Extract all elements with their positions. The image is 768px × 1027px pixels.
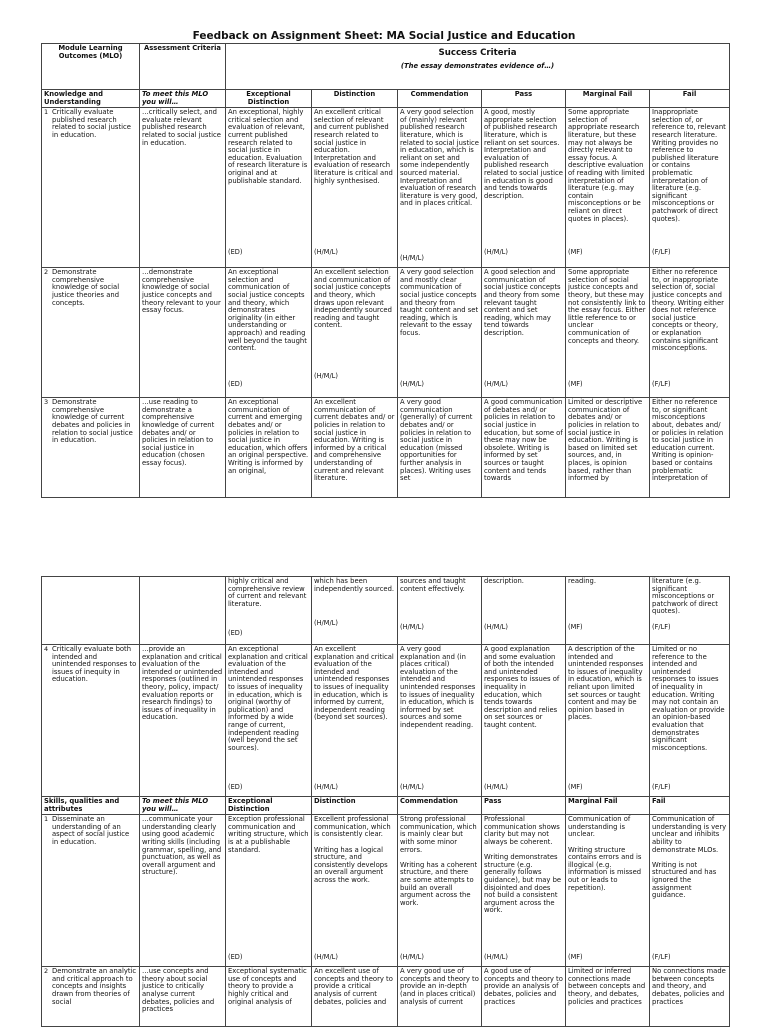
grade-code: (H/M/L) — [400, 783, 424, 791]
grade-cell — [482, 645, 566, 797]
criteria-row — [42, 645, 730, 797]
mlo-header: Module Learning Outcomes (MLO) — [42, 44, 140, 90]
cell-text: A good, mostly appropriate selection of published research literature, which is reliant on set sources. Interpretation and evaluation of published research related to social justice in education is good and tends towards description. — [484, 108, 563, 200]
grade-cell — [482, 108, 566, 268]
grade-header: Fail — [650, 90, 730, 108]
cell-text: An exceptional, highly critical selection and evaluation of relevant, current published research related to social justice in education. Evaluation of research literature is original and at publishable standard. — [228, 108, 308, 185]
grade-code: (F/LF) — [652, 783, 671, 791]
grade-cell — [226, 108, 312, 268]
criteria-cell: …demonstrate comprehensive knowledge of social justice concepts and theory relevant to your essay focus. — [140, 268, 226, 398]
mlo-cell — [42, 815, 140, 967]
grade-code: (F/LF) — [652, 953, 671, 962]
cell-text: literature (e.g. significant misconceptions or patchwork of direct quotes). — [652, 577, 718, 616]
row-number: 1 — [44, 815, 49, 824]
mlo-text: Critically evaluate published research related to social justice in education. — [52, 108, 131, 139]
grade-code: (MF) — [568, 380, 583, 389]
document-title: Feedback on Assignment Sheet: MA Social Justice and Education — [192, 30, 576, 42]
grade-code: (H/M/L) — [484, 953, 508, 962]
grade-cell — [650, 268, 730, 398]
success-criteria-subtitle: (The essay demonstrates evidence of…) — [400, 61, 555, 70]
cell-text: Strong professional communication, which is mainly clear but with some minor errors. Writing has a coherent structure, and there are some attempts to build an overall argument across the work. — [400, 815, 478, 907]
grade-cell — [398, 268, 482, 398]
grade-cell: A good use of concepts and theory to provide an analysis of debates, policies and practices — [482, 967, 566, 1027]
cell-text: A very good selection of (mainly) relevant published research literature, which is related to social justice in education, which is reliant on set and some independently sourced material. Interpretation and evaluation of research literature is very good, and in places critical. — [400, 108, 479, 208]
grade-code: (ED) — [228, 953, 243, 962]
cell-text: Exception professional communication and writing structure, which is at a publishable standard. — [228, 815, 309, 854]
feedback-table-page1 — [41, 43, 730, 498]
mlo-cell — [42, 108, 140, 268]
grade-cell — [482, 268, 566, 398]
grade-cell — [650, 645, 730, 797]
grade-code: (F/LF) — [652, 248, 671, 257]
cell-text: reading. — [568, 577, 596, 585]
grade-header: Exceptional Distinction — [226, 797, 312, 815]
grade-code: (ED) — [228, 783, 243, 791]
criteria-cell: …communicate your understanding clearly using good academic writing skills (including grammar, spelling, and punctuation, as well as overall argument and structure). — [140, 815, 226, 967]
grade-code: (H/M/L) — [400, 953, 424, 962]
mlo-text: Demonstrate an analytic and critical approach to concepts and insights drawn from theories of social — [52, 967, 137, 1006]
grade-cell — [312, 815, 398, 967]
cell-text: highly critical and comprehensive review of current and relevant literature. — [228, 577, 307, 608]
row-number: 4 — [44, 645, 49, 653]
criteria-cell: …critically select, and evaluate relevant published research related to social justice in education. — [140, 108, 226, 268]
mlo-cell — [42, 645, 140, 797]
cell-text: description. — [484, 577, 524, 585]
grade-cell — [566, 108, 650, 268]
cell-text: Some appropriate selection of social justice concepts and theory, but these may not consistently link to the essay focus. Either little reference to or unclear communication of concepts and theory. — [568, 268, 646, 345]
grade-cell: Limited or inferred connections made between concepts and theory, and debates, policies and practices — [566, 967, 650, 1027]
grade-code: (H/M/L) — [484, 380, 508, 389]
cell-text: Limited or no reference to the intended and unintended responses to issues of inequality in education. Writing may not contain an evaluation or provide an opinion-based evaluation that demonstrates significant misconceptions. — [652, 645, 725, 752]
cell-text: which has been independently sourced. — [314, 577, 395, 593]
cell-text: sources and taught content effectively. — [400, 577, 466, 593]
grade-cell: Either no reference to, or significant misconceptions about, debates and/ or policies in relation to social justice in education current. Writing is opinion-based or contains problematic interpretation of — [650, 398, 730, 498]
grade-code: (ED) — [228, 380, 243, 389]
cell-text: Communication of understanding is unclear. Writing structure contains errors and is illogical (e.g. information is missed out or leads to repetition). — [568, 815, 642, 892]
grade-code: (H/M/L) — [484, 248, 508, 257]
cell-text: Some appropriate selection of appropriate research literature, but these may not always be directly relevant to essay focus. A descriptive evaluation of reading with limited interpretation of literature (e.g. may contain misconceptions or be reliant on direct quotes in places). — [568, 108, 645, 223]
grade-code: (MF) — [568, 623, 583, 631]
mlo-cell — [42, 967, 140, 1027]
section-header-row — [42, 90, 730, 108]
criteria-row — [42, 108, 730, 268]
mlo-text: Demonstrate comprehensive knowledge of current debates and policies in relation to social justice in education. — [52, 398, 133, 445]
grade-code: (H/M/L) — [484, 783, 508, 791]
assessment-criteria-header: Assessment Criteria — [140, 44, 226, 90]
grade-cell — [312, 645, 398, 797]
section-label: Skills, qualities and attributes — [42, 797, 140, 815]
grade-cell — [226, 268, 312, 398]
cell-text: A very good explanation and (in places critical) evaluation of the intended and unintended responses to issues of inequality in education, which is informed by set sources and some independent reading. — [400, 645, 476, 729]
grade-cell — [650, 815, 730, 967]
grade-code: (ED) — [228, 248, 243, 257]
grade-cell: An excellent use of concepts and theory to provide a critical analysis of current debates, policies and — [312, 967, 398, 1027]
grade-cell: An exceptional communication of current and emerging debates and/ or policies in relation to social justice in education, which offers an original perspective. Writing is informed by an original, — [226, 398, 312, 498]
grade-cell — [650, 108, 730, 268]
grade-code: (H/M/L) — [400, 254, 424, 263]
grade-code: (H/M/L) — [314, 248, 338, 257]
grade-cell — [398, 108, 482, 268]
mlo-text: Critically evaluate both intended and unintended responses to issues of inequity in education. — [52, 645, 137, 684]
grade-code: (H/M/L) — [314, 372, 338, 381]
grade-cell — [566, 815, 650, 967]
grade-cell: An excellent communication of current debates and/ or policies in relation to social justice in education. Writing is informed by a critical and comprehensive understanding of current and relevant literature. — [312, 398, 398, 498]
cell-text: An excellent critical selection of relevant and current published research related to social justice in education. Interpretation and evaluation of research literature is critical and highly synthesised. — [314, 108, 393, 185]
grade-cell — [398, 577, 482, 645]
grade-cell — [226, 645, 312, 797]
criteria-cell — [140, 577, 226, 645]
cell-text: Either no reference to, or inappropriate selection of, social justice concepts and theory. Writing either does not reference social justice concepts or theory, or explanation contains significant misconceptions. — [652, 268, 724, 353]
cell-text: Inappropriate selection of, or reference to, relevant research literature. Writing provides no reference to published literature or contains problematic interpretation of literature (e.g. significant misconceptions or patchwork of direct quotes). — [652, 108, 726, 223]
grade-header: Exceptional Distinction — [226, 90, 312, 108]
mlo-cell — [42, 398, 140, 498]
cell-text: An excellent selection and communication of social justice concepts and theory, which draws upon relevant independently sourced reading and taught content. — [314, 268, 392, 330]
to-meet-label: To meet this MLO you will… — [140, 797, 226, 815]
grade-cell: Exceptional systematic use of concepts and theory to provide a highly critical and original analysis of — [226, 967, 312, 1027]
cell-text: Professional communication shows clarity but may not always be coherent. Writing demonstrates structure (e.g. generally follows guidance), but may be disjointed and does not build a consistent argument across the work. — [484, 815, 562, 915]
grade-code: (H/M/L) — [484, 623, 508, 631]
grade-header: Commendation — [398, 797, 482, 815]
to-meet-label: To meet this MLO you will… — [140, 90, 226, 108]
grade-cell — [312, 268, 398, 398]
grade-cell: No connections made between concepts and theory, and debates, policies and practices — [650, 967, 730, 1027]
mlo-text: Disseminate an understanding of an aspect of social justice in education. — [52, 815, 130, 846]
grade-cell: A very good use of concepts and theory to provide an in-depth (and in places critical) analysis of current — [398, 967, 482, 1027]
grade-code: (MF) — [568, 248, 583, 257]
cell-text: An excellent explanation and critical evaluation of the intended and unintended responses to issues of inequality in education, which is informed by current, independent reading (beyond set sources). — [314, 645, 394, 722]
row-number: 1 — [44, 108, 49, 117]
row-number: 2 — [44, 967, 49, 976]
feedback-table-page2 — [41, 576, 730, 1027]
criteria-cell: …use concepts and theory about social justice to critically analyse current debates, policies and practices — [140, 967, 226, 1027]
grade-code: (MF) — [568, 953, 583, 962]
section-header-row — [42, 797, 730, 815]
grade-cell — [226, 815, 312, 967]
success-criteria-title: Success Criteria — [438, 48, 517, 58]
continuation-row — [42, 577, 730, 645]
grade-cell — [566, 577, 650, 645]
mlo-cell — [42, 577, 140, 645]
cell-text: Excellent professional communication, which is consistently clear. Writing has a logical structure, and consistently develops an overall argument across the work. — [314, 815, 391, 884]
grade-header: Distinction — [312, 797, 398, 815]
grade-cell — [566, 268, 650, 398]
mlo-cell — [42, 268, 140, 398]
grade-header: Commendation — [398, 90, 482, 108]
cell-text: A good selection and communication of social justice concepts and theory from some relevant taught content and set reading, which may tend towards description. — [484, 268, 561, 337]
grade-cell — [226, 577, 312, 645]
criteria-row — [42, 967, 730, 1027]
criteria-row — [42, 398, 730, 498]
grade-cell — [398, 645, 482, 797]
grade-cell — [482, 815, 566, 967]
grade-code: (MF) — [568, 783, 583, 791]
header-row — [42, 44, 730, 90]
grade-code: (H/M/L) — [400, 623, 424, 631]
grade-code: (ED) — [228, 629, 243, 637]
success-criteria-header — [226, 44, 730, 90]
grade-code: (H/M/L) — [314, 619, 338, 627]
grade-code: (F/LF) — [652, 380, 671, 389]
cell-text: An exceptional selection and communication of social justice concepts and theory, which demonstrates originality (in either understanding or approach) and reading well beyond the taught content. — [228, 268, 307, 353]
grade-cell: Limited or descriptive communication of debates and/ or policies in relation to social justice in education. Writing is based on limited set sources, and, in places, is opinion based, rather than informed by — [566, 398, 650, 498]
criteria-row — [42, 815, 730, 967]
grade-code: (H/M/L) — [400, 380, 424, 389]
cell-text: A very good selection and mostly clear communication of social justice concepts and theory from taught content and set reading, which is relevant to the essay focus. — [400, 268, 479, 337]
cell-text: An exceptional explanation and critical evaluation of the intended and unintended responses to issues of inequality in education, which is original (worthy of publication) and informed by a wide range of current, independent reading (well beyond the set sources). — [228, 645, 308, 752]
grade-cell — [398, 815, 482, 967]
row-number: 2 — [44, 268, 49, 277]
criteria-row — [42, 268, 730, 398]
grade-code: (F/LF) — [652, 623, 671, 631]
grade-cell — [312, 108, 398, 268]
grade-cell — [482, 577, 566, 645]
cell-text: Communication of understanding is very unclear and inhibits ability to demonstrate MLOs. Writing is not structured and has ignored the assignment guidance. — [652, 815, 727, 900]
grade-cell: A very good communication (generally) of current debates and/ or policies in relation to social justice in education (missed opportunities for further analysis in places). Writing uses set — [398, 398, 482, 498]
cell-text: A good explanation and some evaluation of both the intended and unintended responses to issues of inequality in education, which tends towards description and relies on set sources or taught content. — [484, 645, 560, 729]
row-number: 3 — [44, 398, 49, 407]
grade-code: (H/M/L) — [314, 783, 338, 791]
grade-cell — [312, 577, 398, 645]
criteria-cell: …use reading to demonstrate a comprehensive knowledge of current debates and/ or policies in relation to social justice in education (chosen essay focus). — [140, 398, 226, 498]
grade-cell — [566, 645, 650, 797]
cell-text: A description of the intended and unintended responses to issues of inequality in education, which is reliant upon limited set sources or taught content and may be opinion based in places. — [568, 645, 644, 722]
criteria-cell: …provide an explanation and critical evaluation of the intended or unintended responses (outlined in theory, policy, impact/ evaluation reports or research findings) to issues of inequality in education. — [140, 645, 226, 797]
section-label: Knowledge and Understanding — [42, 90, 140, 108]
grade-header: Distinction — [312, 90, 398, 108]
grade-header: Pass — [482, 90, 566, 108]
grade-header: Marginal Fail — [566, 797, 650, 815]
grade-code: (H/M/L) — [314, 953, 338, 962]
mlo-text: Demonstrate comprehensive knowledge of social justice theories and concepts. — [52, 268, 120, 307]
grade-header: Fail — [650, 797, 730, 815]
grade-header: Marginal Fail — [566, 90, 650, 108]
grade-cell — [650, 577, 730, 645]
grade-cell: A good communication of debates and/ or policies in relation to social justice in education, but some of these may now be obsolete. Writing is informed by set sources or taught content and tends towards — [482, 398, 566, 498]
grade-header: Pass — [482, 797, 566, 815]
